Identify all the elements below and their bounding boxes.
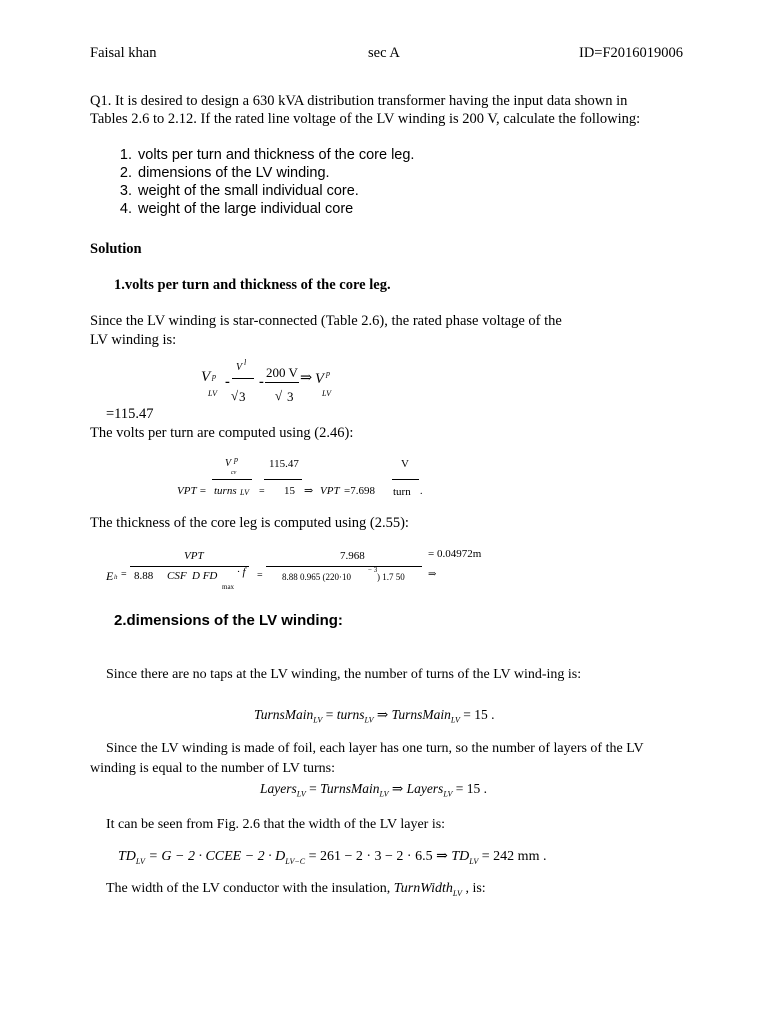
eq2-period: .	[420, 486, 423, 497]
eq5-lv-sub-3: LV	[443, 789, 453, 799]
eq2-vpt-label: VPT =	[177, 485, 207, 497]
equation-layers	[260, 781, 487, 799]
eq5-equals: =	[305, 781, 321, 796]
equation-layer-width	[118, 848, 546, 866]
eq5-layers-2: Layers	[406, 781, 444, 796]
task-item: 1. volts per turn and thickness of the core leg.	[136, 146, 414, 164]
eq4-arrow: ⇒	[373, 707, 392, 722]
paragraph-4: Since there are no taps at the LV winding, the number of turns of the LV wind-ing is:	[106, 667, 582, 682]
eq4-lhs: TurnsMain	[254, 707, 314, 722]
paragraph-6: It can be seen from Fig. 2.6 that the width of the LV layer is:	[106, 817, 446, 832]
paragraph-5-line-2: winding is equal to the number of LV turns:	[90, 761, 335, 776]
eq6-middle: = 261 − 2 · 3 − 2 · 6.5 ⇒	[305, 849, 452, 864]
eq2-fifteen: 15	[284, 485, 295, 497]
eq5-turnsmain: TurnsMain	[320, 781, 380, 796]
task-list	[110, 146, 414, 218]
equation-turns-main	[254, 707, 495, 725]
eq5-value: = 15 .	[452, 781, 487, 796]
eq3-fraction-bar-1	[130, 566, 249, 567]
eq2-fraction-bar-1	[212, 479, 252, 480]
eq3-equals-2: =	[257, 570, 263, 581]
eq1-sqrt-sign-2: √	[275, 388, 283, 403]
eq6-td: TD	[118, 849, 136, 864]
task-item: 3. weight of the small individual core.	[136, 182, 414, 200]
eq4-rhs: TurnsMain	[391, 707, 451, 722]
eq3-e-sub: lt	[114, 575, 118, 581]
eq1-arrow: ⇒	[300, 370, 313, 386]
paragraph-7-pre: The width of the LV conductor with the insulation,	[106, 881, 394, 896]
eq3-f: · f	[237, 566, 246, 578]
eq3-e: E	[106, 569, 114, 583]
eq1-sqrt3-a: 3	[239, 389, 246, 404]
part2-heading: 2.dimensions of the LV winding:	[114, 612, 343, 629]
eq2-lv-sub: LV	[240, 488, 250, 497]
eq4-lv-sub-3: LV	[450, 715, 460, 725]
eq1-sqrt3-b: 3	[287, 389, 294, 404]
paragraph-7	[106, 881, 486, 898]
eq1-lv-sub: LV	[208, 389, 218, 398]
eq6-lvc-sub: LV−C	[285, 856, 306, 866]
eq3-fraction-bar-2	[266, 566, 422, 567]
question-line-1: Q1. It is desired to design a 630 kVA distribution transformer having the input data shown in	[90, 93, 628, 109]
eq4-equals: =	[322, 707, 337, 722]
eq3-equals: =	[121, 569, 127, 580]
question-line-2: Tables 2.6 to 2.12. If the rated line voltage of the LV winding is 200 V, calculate the following:	[90, 111, 641, 127]
task-item: 4. weight of the large individual core	[136, 200, 414, 218]
eq2-fraction-bar-3	[392, 479, 419, 480]
eq1-sqrt-sign: √	[231, 388, 239, 403]
part1-heading: 1.volts per turn and thickness of the core leg.	[114, 277, 391, 293]
eq4-turns: turns	[336, 707, 365, 722]
eq5-lv-sub-2: LV	[379, 789, 389, 799]
eq3-csf: CSF	[167, 570, 187, 582]
eq2-p-sup: p	[234, 455, 238, 464]
paragraph-1-line-2: LV winding is:	[90, 332, 177, 348]
eq3-denominator: 8.88 0.965 (220·10	[282, 572, 351, 582]
eq5-layers: Layers	[260, 781, 297, 796]
eq3-numerator: 7.968	[340, 550, 365, 562]
eq1-v-result: V	[315, 371, 324, 387]
solution-heading: Solution	[90, 241, 142, 257]
eq6-expression: = G − 2 · CCEE − 2 · D	[144, 849, 286, 864]
paragraph-7-var: TurnWidth	[393, 881, 453, 896]
eq4-value: = 15 .	[459, 707, 495, 722]
eq5-lv-sub: LV	[296, 789, 306, 799]
eq2-unit-v: V	[401, 458, 409, 470]
eq3-denominator-end: ) 1.7 50	[377, 572, 405, 582]
paragraph-3: The thickness of the core leg is computed using (2.55):	[90, 515, 409, 531]
eq6-value: = 242 mm .	[478, 849, 547, 864]
eq2-v: V	[225, 458, 232, 469]
author-name: Faisal khan	[90, 45, 157, 61]
eq1-dash: -	[225, 374, 230, 390]
eq5-arrow: ⇒	[388, 781, 407, 796]
eq6-lv-sub-2: LV	[469, 856, 479, 866]
eq2-equals: =	[259, 486, 265, 497]
eq1-vl: V	[236, 362, 243, 373]
eq4-lv-sub: LV	[313, 715, 323, 725]
eq2-fraction-bar-2	[264, 479, 302, 480]
eq2-turn-unit: turn	[393, 486, 411, 498]
paragraph-7-sub: LV	[452, 888, 462, 898]
eq1-l-sup: l	[244, 358, 247, 367]
eq2-vpt-result: VPT	[320, 485, 340, 497]
eq3-888: 8.88	[134, 570, 154, 582]
eq1-p-sup-2: p	[326, 369, 330, 378]
eq2-turns: turns	[214, 485, 237, 497]
paragraph-1-line-1: Since the LV winding is star-connected (Table 2.6), the rated phase voltage of the	[90, 313, 562, 329]
student-id: ID=F2016019006	[579, 45, 684, 61]
eq1-dash-2: -	[259, 374, 264, 390]
eq6-td-2: TD	[451, 849, 470, 864]
eq3-vpt: VPT	[184, 550, 204, 562]
eq3-result: = 0.04972m	[428, 548, 482, 560]
eq2-cv-sub: cv	[231, 470, 237, 476]
paragraph-7-post: , is:	[461, 881, 486, 896]
eq3-dfd: D FD	[192, 570, 218, 582]
eq2-value-115: 115.47	[269, 458, 299, 470]
eq6-lv-sub: LV	[135, 856, 145, 866]
eq1-v: V	[201, 369, 211, 385]
eq3-max-sub: max	[222, 583, 235, 591]
eq3-exponent: − 3	[368, 566, 378, 574]
eq1-result: =115.47	[106, 406, 154, 422]
eq3-arrow: ⇒	[428, 569, 437, 580]
section-label: sec A	[368, 45, 400, 61]
eq2-result-value: =7.698	[344, 485, 375, 497]
eq1-200v: 200 V	[266, 365, 298, 380]
eq1-fraction-bar-2	[265, 382, 299, 383]
eq1-lv-sub-2: LV	[322, 389, 332, 398]
eq1-p-sup: p	[212, 372, 216, 381]
paragraph-5-line-1: Since the LV winding is made of foil, each layer has one turn, so the number of layers of the LV	[106, 741, 644, 756]
eq2-arrow: ⇒	[304, 485, 314, 497]
task-item: 2. dimensions of the LV winding.	[136, 164, 414, 182]
paragraph-2: The volts per turn are computed using (2.46):	[90, 425, 354, 441]
eq4-lv-sub-2: LV	[364, 715, 374, 725]
eq1-fraction-bar-1	[232, 378, 254, 379]
